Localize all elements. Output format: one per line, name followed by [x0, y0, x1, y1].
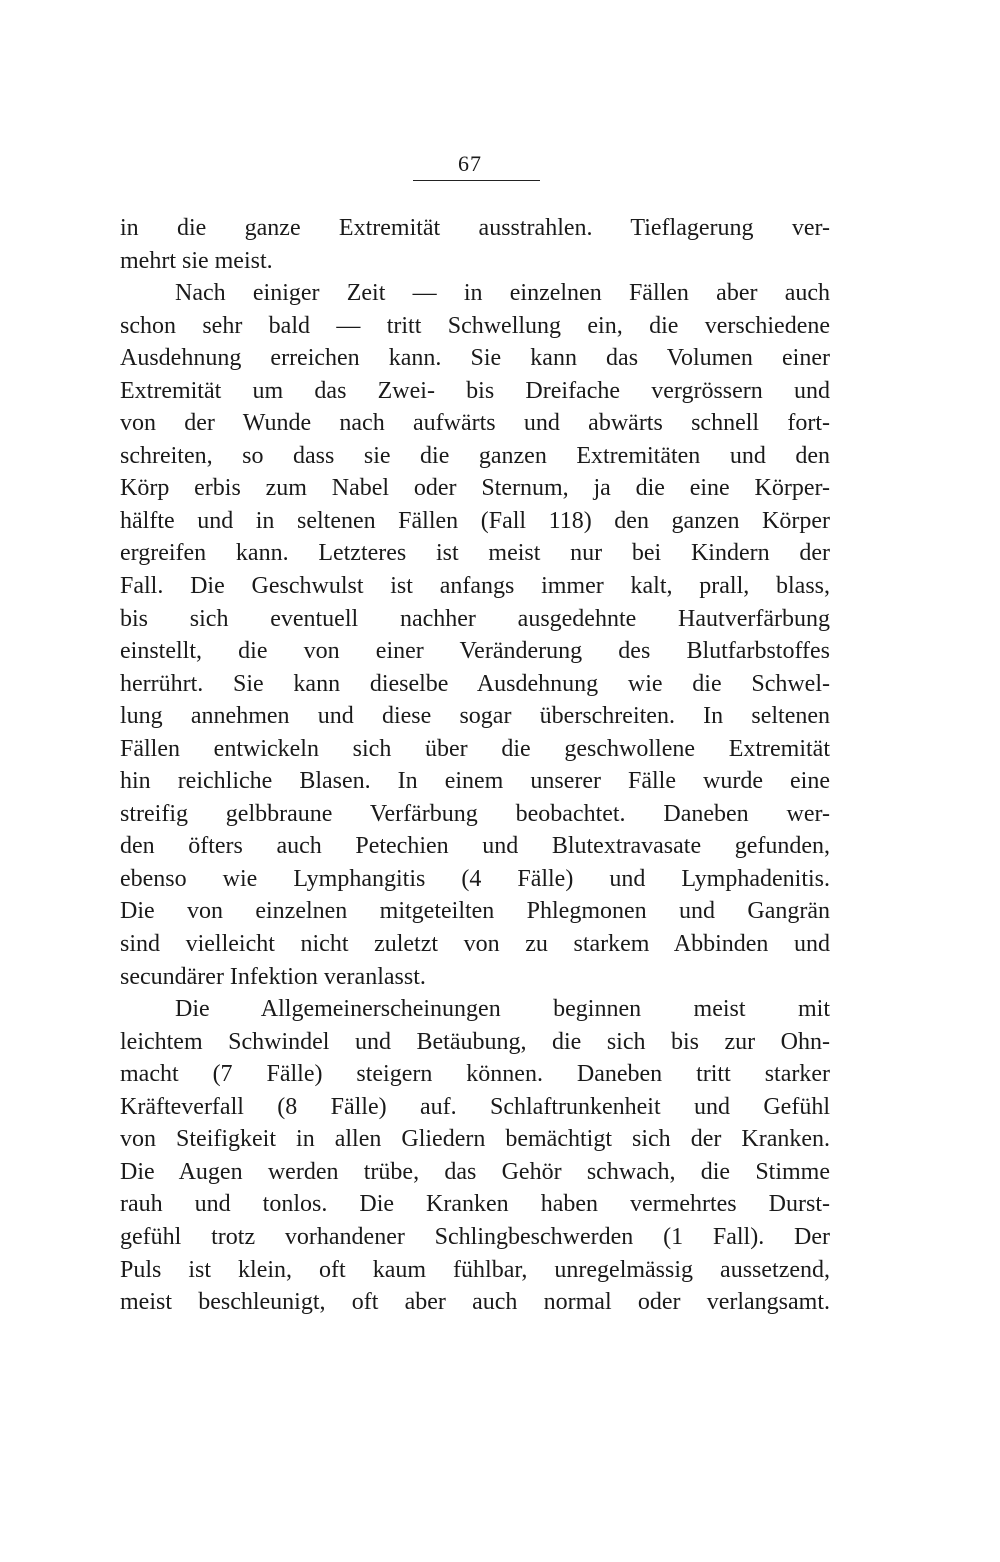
text-line: rauh und tonlos. Die Kranken haben vermehrtes Durst-	[120, 1191, 830, 1218]
text-line: von Steifigkeit in allen Gliedern bemächtigt sich der Kranken.	[120, 1126, 830, 1153]
body-text	[120, 212, 830, 1319]
text-line: Nach einiger Zeit — in einzelnen Fällen aber auch	[175, 280, 830, 307]
text-line: in die ganze Extremität ausstrahlen. Tieflagerung ver-	[120, 215, 830, 241]
text-line: Die Augen werden trübe, das Gehör schwach, die Stimme	[120, 1158, 830, 1185]
text-line: herrührt. Sie kann dieselbe Ausdehnung wie die Schwel-	[120, 670, 830, 697]
text-line: von der Wunde nach aufwärts und abwärts schnell fort-	[120, 410, 830, 437]
text-line: einstellt, die von einer Veränderung des Blutfarbstoffes	[120, 638, 830, 665]
text-line: bis sich eventuell nachher ausgedehnte Hautverfärbung	[120, 605, 830, 632]
text-line: Ausdehnung erreichen kann. Sie kann das Volumen einer	[120, 345, 830, 372]
text-line: Puls ist klein, oft kaum fühlbar, unregelmässig aussetzend,	[120, 1256, 830, 1283]
page-number: 67	[458, 151, 482, 176]
text-line: den öfters auch Petechien und Blutextravasate gefunden,	[120, 833, 830, 860]
text-line: sind vielleicht nicht zuletzt von zu starkem Abbinden und	[120, 931, 830, 958]
text-line: mehrt sie meist.	[120, 247, 273, 274]
text-line: Extremität um das Zwei- bis Dreifache vergrössern und	[120, 377, 830, 404]
text-line: lung annehmen und diese sogar überschreiten. In seltenen	[120, 703, 830, 730]
text-line: meist beschleunigt, oft aber auch normal oder verlangsamt.	[120, 1289, 830, 1316]
text-line: Kräfteverfall (8 Fälle) auf. Schlaftrunkenheit und Gefühl	[120, 1093, 830, 1120]
text-line: hin reichliche Blasen. In einem unserer Fälle wurde eine	[120, 768, 830, 795]
text-line: Fall. Die Geschwulst ist anfangs immer kalt, prall, blass,	[120, 573, 830, 600]
text-line: schon sehr bald — tritt Schwellung ein, die verschiedene	[120, 312, 830, 339]
text-line: ergreifen kann. Letzteres ist meist nur bei Kindern der	[120, 540, 830, 567]
text-line: Die Allgemeinerscheinungen beginnen meist mit	[175, 996, 830, 1023]
text-line: hälfte und in seltenen Fällen (Fall 118) den ganzen Körper	[120, 507, 830, 534]
text-line: macht (7 Fälle) steigern können. Daneben tritt starker	[120, 1061, 830, 1088]
text-line: Die von einzelnen mitgeteilten Phlegmonen und Gangrän	[120, 898, 830, 925]
text-line: ebenso wie Lymphangitis (4 Fälle) und Lymphadenitis.	[120, 865, 830, 892]
text-line: Körp erbis zum Nabel oder Sternum, ja die eine Körper-	[120, 475, 830, 502]
text-line: Fällen entwickeln sich über die geschwollene Extremität	[120, 735, 830, 762]
text-line: secundärer Infektion veranlasst.	[120, 963, 426, 990]
text-line: schreiten, so dass sie die ganzen Extremitäten und den	[120, 442, 830, 469]
text-line: leichtem Schwindel und Betäubung, die sich bis zur Ohn-	[120, 1028, 830, 1055]
text-line: gefühl trotz vorhandener Schlingbeschwerden (1 Fall). Der	[120, 1223, 830, 1250]
text-line: streifig gelbbraune Verfärbung beobachtet. Daneben wer-	[120, 800, 830, 827]
page-number-rule	[413, 180, 540, 181]
